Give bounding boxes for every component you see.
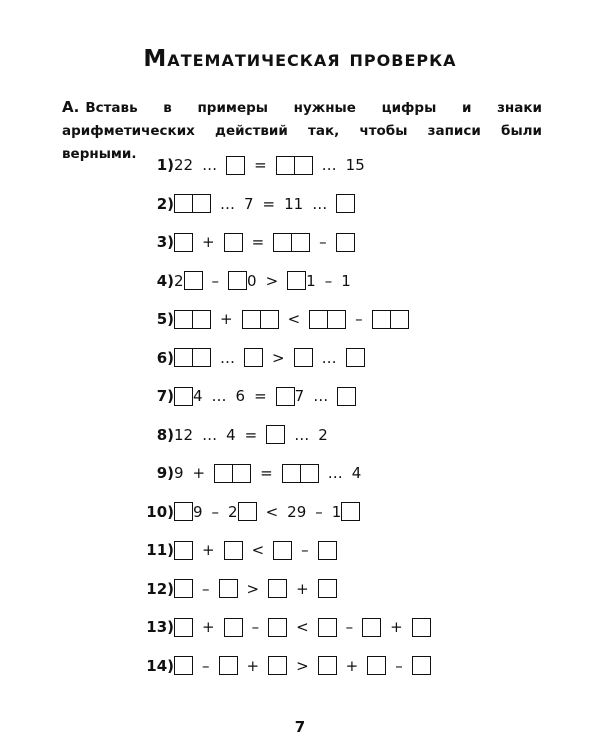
- digit-cell[interactable]: [219, 579, 238, 598]
- digit-cell[interactable]: [327, 310, 346, 329]
- problem-row: [146, 538, 336, 562]
- operator-text: –: [324, 271, 333, 290]
- operator-text: <: [296, 618, 309, 636]
- digit-cell[interactable]: [341, 502, 360, 521]
- number-text: 29: [287, 502, 307, 521]
- number-text: 7: [294, 387, 305, 405]
- answer-box[interactable]: [224, 233, 243, 252]
- problem-number: 12): [146, 579, 174, 598]
- digit-cell[interactable]: [318, 618, 337, 637]
- digit-cell[interactable]: [336, 233, 355, 252]
- answer-box-double[interactable]: [174, 348, 211, 367]
- answer-box-double[interactable]: [214, 464, 251, 483]
- operator-text: …: [321, 156, 337, 174]
- answer-box[interactable]: [362, 618, 381, 637]
- operator-text: –: [355, 310, 363, 328]
- problem-row: [157, 153, 365, 177]
- answer-box[interactable]: [268, 618, 287, 637]
- operator-text: …: [294, 425, 310, 444]
- answer-box[interactable]: [224, 541, 243, 560]
- answer-box[interactable]: [266, 425, 285, 444]
- answer-box[interactable]: [174, 387, 193, 406]
- answer-box[interactable]: [184, 271, 203, 290]
- number-text: 9: [174, 464, 184, 482]
- digit-cell[interactable]: [276, 156, 295, 175]
- problem-row: [146, 577, 336, 601]
- digit-cell[interactable]: [174, 618, 193, 637]
- problem-number: 10): [146, 502, 174, 521]
- number-text: 1: [331, 502, 342, 521]
- digit-cell[interactable]: [174, 194, 193, 213]
- answer-box-double[interactable]: [174, 194, 211, 213]
- problem-number: 1): [156, 156, 174, 174]
- digit-cell[interactable]: [268, 618, 287, 637]
- operator-text: …: [312, 194, 328, 213]
- answer-box[interactable]: [412, 656, 431, 675]
- digit-cell[interactable]: [232, 464, 251, 483]
- digit-cell[interactable]: [336, 194, 355, 213]
- operator-text: –: [251, 618, 260, 636]
- digit-cell[interactable]: [184, 271, 203, 290]
- answer-box[interactable]: [341, 502, 360, 521]
- answer-box[interactable]: [412, 618, 431, 637]
- digit-cell[interactable]: [174, 502, 193, 521]
- answer-box[interactable]: [276, 387, 295, 406]
- operator-text: =: [251, 233, 265, 251]
- operator-text: –: [345, 618, 354, 636]
- answer-box[interactable]: [318, 541, 337, 560]
- operator-text: –: [211, 502, 220, 521]
- operator-text: <: [251, 541, 265, 559]
- digit-cell[interactable]: [268, 656, 287, 675]
- digit-cell[interactable]: [282, 464, 301, 483]
- number-text: 4: [351, 464, 362, 482]
- digit-cell[interactable]: [390, 310, 409, 329]
- operator-text: …: [202, 425, 218, 444]
- digit-cell[interactable]: [192, 348, 211, 367]
- digit-cell[interactable]: [174, 310, 193, 329]
- answer-box[interactable]: [318, 656, 337, 675]
- digit-cell[interactable]: [268, 579, 287, 598]
- operator-text: …: [202, 156, 218, 174]
- operator-text: –: [301, 541, 309, 559]
- operator-text: –: [315, 502, 323, 521]
- operator-text: +: [220, 310, 233, 328]
- operator-text: …: [220, 348, 235, 367]
- digit-cell[interactable]: [318, 579, 337, 598]
- digit-cell[interactable]: [412, 656, 431, 675]
- digit-cell[interactable]: [224, 233, 243, 252]
- digit-cell[interactable]: [174, 387, 193, 406]
- problem-row: [157, 269, 351, 293]
- digit-cell[interactable]: [224, 618, 243, 637]
- digit-cell[interactable]: [372, 310, 391, 329]
- answer-box[interactable]: [244, 348, 263, 367]
- digit-cell[interactable]: [294, 348, 313, 367]
- problem-row: [157, 192, 356, 216]
- number-text: 0: [247, 271, 257, 290]
- operator-text: +: [246, 656, 260, 675]
- answer-box[interactable]: [174, 579, 193, 598]
- digit-cell[interactable]: [174, 579, 193, 598]
- answer-box[interactable]: [337, 387, 356, 406]
- operator-text: +: [192, 464, 206, 482]
- number-text: 1: [306, 271, 316, 290]
- digit-cell[interactable]: [309, 310, 328, 329]
- problem-number: 8): [156, 425, 174, 444]
- digit-cell[interactable]: [174, 541, 193, 560]
- operator-text: +: [202, 618, 215, 636]
- operator-text: –: [319, 233, 327, 251]
- problem-number: 11): [146, 541, 174, 559]
- answer-box[interactable]: [273, 541, 292, 560]
- answer-box[interactable]: [294, 348, 313, 367]
- answer-box[interactable]: [228, 271, 247, 290]
- digit-cell[interactable]: [273, 233, 292, 252]
- digit-cell[interactable]: [337, 387, 356, 406]
- operator-text: –: [202, 579, 210, 598]
- page-number: 7: [294, 718, 306, 736]
- problem-number: 2): [156, 194, 174, 213]
- answer-box[interactable]: [336, 194, 355, 213]
- answer-box[interactable]: [367, 656, 386, 675]
- answer-box-double[interactable]: [309, 310, 346, 329]
- digit-cell[interactable]: [300, 464, 319, 483]
- number-text: 11: [284, 194, 304, 213]
- number-text: 2: [228, 502, 238, 521]
- digit-cell[interactable]: [318, 541, 337, 560]
- operator-text: +: [202, 541, 215, 559]
- answer-box[interactable]: [174, 541, 193, 560]
- operator-text: …: [327, 464, 343, 482]
- problem-row: [157, 384, 357, 408]
- problem-number: 6): [156, 348, 174, 367]
- digit-cell[interactable]: [174, 233, 193, 252]
- digit-cell[interactable]: [228, 271, 247, 290]
- number-text: 22: [174, 156, 194, 174]
- problem-row: [157, 461, 362, 485]
- answer-box-double[interactable]: [282, 464, 319, 483]
- operator-text: >: [296, 656, 309, 675]
- answer-box[interactable]: [268, 579, 287, 598]
- answer-box-double[interactable]: [174, 310, 211, 329]
- problem-number: 4): [156, 271, 174, 290]
- number-text: 12: [174, 425, 194, 444]
- answer-box[interactable]: [174, 502, 193, 521]
- answer-box[interactable]: [268, 656, 287, 675]
- answer-box[interactable]: [174, 618, 193, 637]
- digit-cell[interactable]: [318, 656, 337, 675]
- operator-text: >: [246, 579, 260, 598]
- number-text: 4: [226, 425, 236, 444]
- problem-row: [146, 615, 430, 639]
- answer-box[interactable]: [226, 156, 245, 175]
- operator-text: =: [254, 156, 267, 174]
- problem-row: [157, 346, 365, 370]
- operator-text: >: [272, 348, 285, 367]
- problem-number: 3): [156, 233, 174, 251]
- digit-cell[interactable]: [260, 310, 279, 329]
- number-text: 9: [193, 502, 203, 521]
- answer-box[interactable]: [238, 502, 257, 521]
- operator-text: …: [321, 348, 337, 367]
- digit-cell[interactable]: [291, 233, 310, 252]
- digit-cell[interactable]: [294, 156, 313, 175]
- problem-row: [157, 423, 328, 447]
- operator-text: <: [287, 310, 301, 328]
- operator-text: +: [296, 579, 309, 598]
- operator-text: <: [265, 502, 279, 521]
- operator-text: +: [345, 656, 359, 675]
- operator-text: +: [202, 233, 215, 251]
- answer-box[interactable]: [318, 579, 337, 598]
- digit-cell[interactable]: [287, 271, 306, 290]
- answer-box[interactable]: [219, 579, 238, 598]
- answer-box-double[interactable]: [372, 310, 409, 329]
- number-text: 7: [244, 194, 254, 213]
- digit-cell[interactable]: [174, 348, 193, 367]
- digit-cell[interactable]: [174, 656, 193, 675]
- operator-text: …: [211, 387, 227, 405]
- operator-text: +: [390, 618, 403, 636]
- operator-text: –: [211, 271, 220, 290]
- problem-row: [146, 654, 430, 678]
- answer-box[interactable]: [346, 348, 365, 367]
- page-title: Математическая проверка: [143, 46, 457, 72]
- answer-box[interactable]: [219, 656, 238, 675]
- answer-box[interactable]: [224, 618, 243, 637]
- problem-number: 7): [156, 387, 174, 405]
- answer-box-double[interactable]: [242, 310, 279, 329]
- number-text: 1: [341, 271, 351, 290]
- digit-cell[interactable]: [192, 194, 211, 213]
- task-text: Вставь в примеры нужные цифры и знаки арифметических действий так, чтобы записи были верными.: [62, 100, 542, 162]
- number-text: 2: [318, 425, 328, 444]
- problem-number: 14): [146, 656, 174, 675]
- problem-number: 13): [146, 618, 174, 636]
- digit-cell[interactable]: [276, 387, 295, 406]
- problem-row: [157, 230, 355, 254]
- answer-box[interactable]: [174, 656, 193, 675]
- operator-text: =: [260, 464, 273, 482]
- answer-box-double[interactable]: [276, 156, 313, 175]
- number-text: 2: [174, 271, 184, 290]
- answer-box-double[interactable]: [273, 233, 310, 252]
- problem-number: 5): [156, 310, 174, 328]
- digit-cell[interactable]: [224, 541, 243, 560]
- operator-text: >: [265, 271, 279, 290]
- digit-cell[interactable]: [273, 541, 292, 560]
- operator-text: –: [395, 656, 403, 675]
- problem-number: 9): [156, 464, 174, 482]
- operator-text: …: [220, 194, 235, 213]
- digit-cell[interactable]: [226, 156, 245, 175]
- digit-cell[interactable]: [214, 464, 233, 483]
- digit-cell[interactable]: [192, 310, 211, 329]
- operator-text: =: [254, 387, 267, 405]
- digit-cell[interactable]: [362, 618, 381, 637]
- digit-cell[interactable]: [346, 348, 365, 367]
- digit-cell[interactable]: [238, 502, 257, 521]
- digit-cell[interactable]: [219, 656, 238, 675]
- answer-box[interactable]: [336, 233, 355, 252]
- problem-row: [146, 500, 360, 524]
- operator-text: =: [262, 194, 276, 213]
- answer-box[interactable]: [287, 271, 306, 290]
- number-text: 6: [235, 387, 246, 405]
- number-text: 4: [193, 387, 203, 405]
- digit-cell[interactable]: [266, 425, 285, 444]
- digit-cell[interactable]: [367, 656, 386, 675]
- operator-text: –: [202, 656, 210, 675]
- answer-box[interactable]: [318, 618, 337, 637]
- operator-text: …: [313, 387, 329, 405]
- task-letter: А.: [62, 98, 80, 116]
- operator-text: =: [244, 425, 258, 444]
- answer-box[interactable]: [174, 233, 193, 252]
- digit-cell[interactable]: [242, 310, 261, 329]
- digit-cell[interactable]: [244, 348, 263, 367]
- problem-row: [157, 307, 409, 331]
- digit-cell[interactable]: [412, 618, 431, 637]
- number-text: 15: [345, 156, 365, 174]
